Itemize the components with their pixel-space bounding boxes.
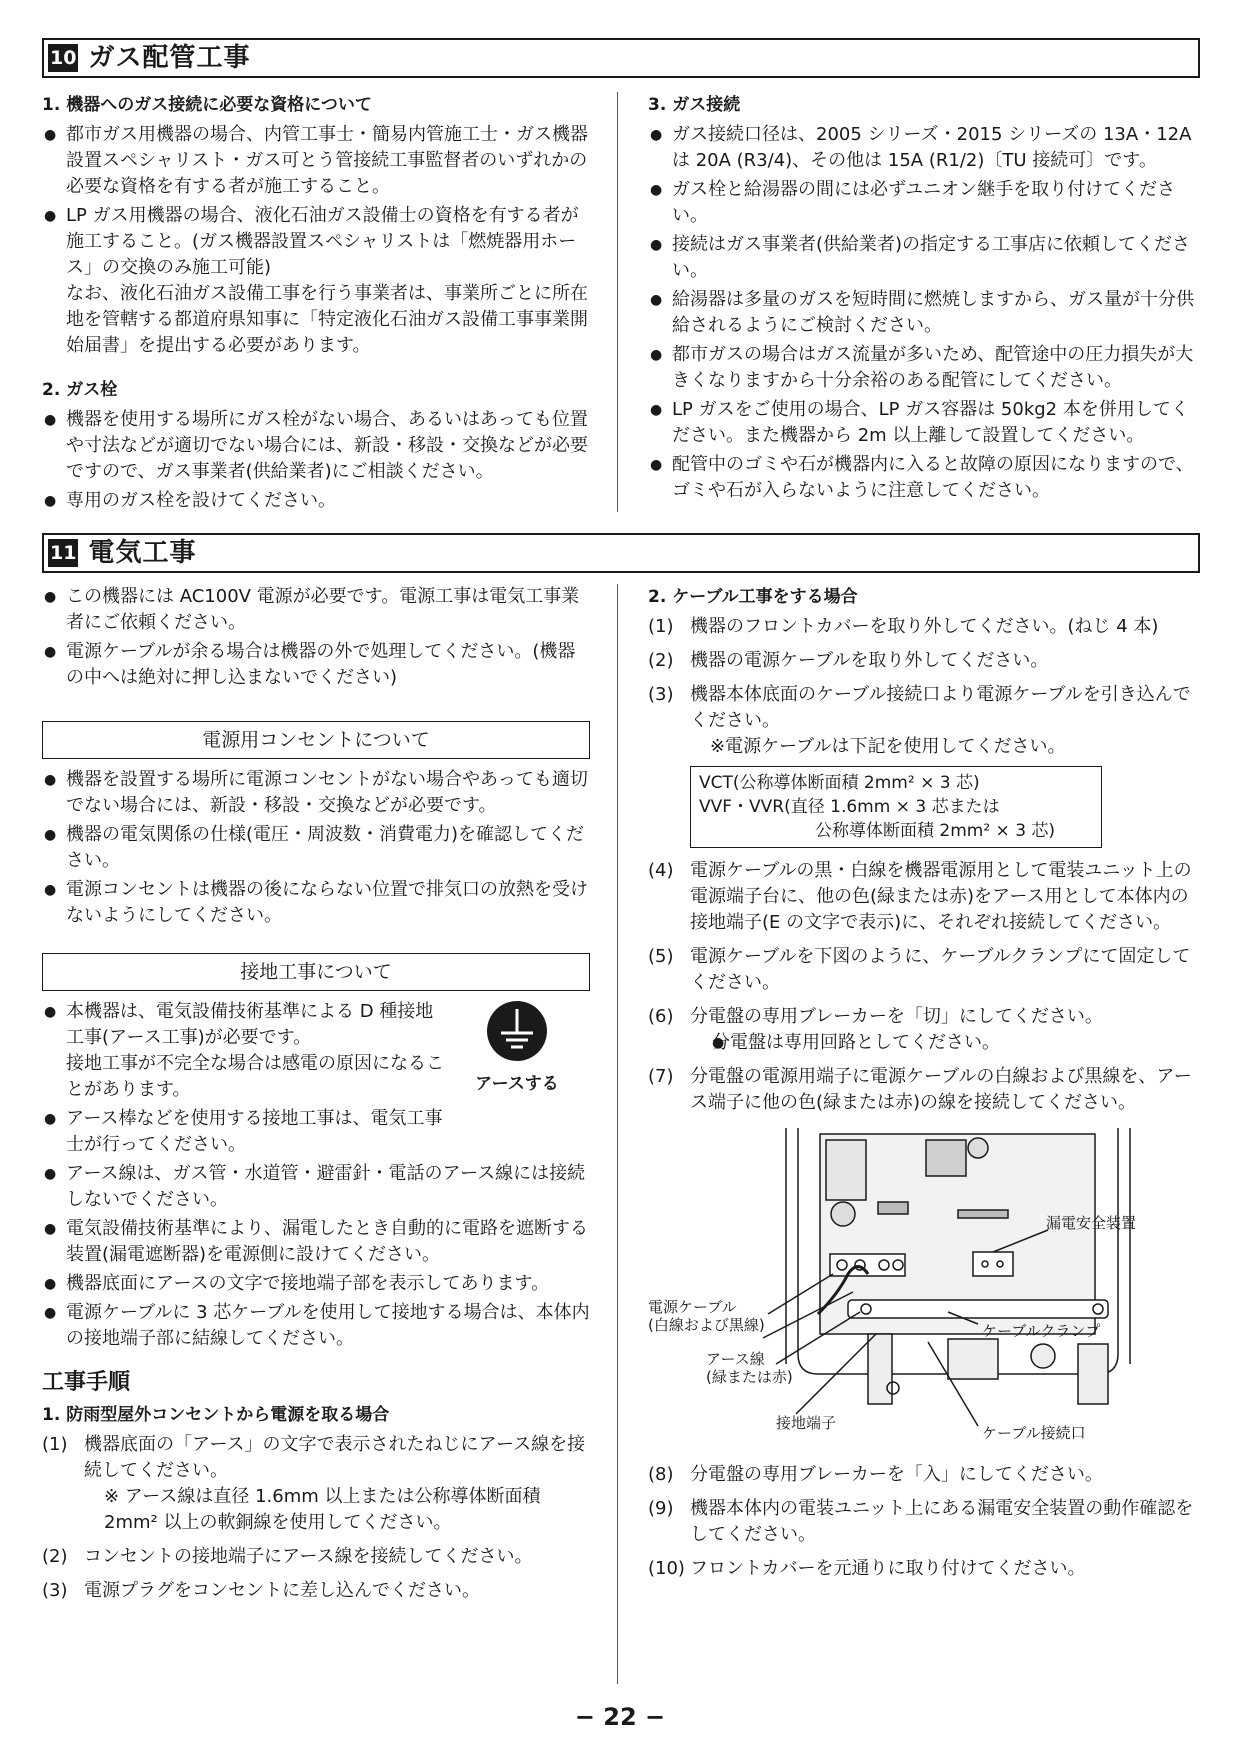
step-number: (5) <box>648 946 674 967</box>
grounding-heading: 接地工事について <box>42 953 590 991</box>
step-number: (2) <box>648 650 674 671</box>
section-title: 電気工事 <box>88 538 197 568</box>
cable-spec-box <box>690 766 1102 848</box>
list-item: ● ガス接続口径は、2005 シリーズ・2015 シリーズの 13A・12A は 20A (R3/4)、その他は 15A (R1/2)〔TU 接続可〕です。 <box>648 122 1200 174</box>
procedure-step <box>648 1064 1200 1116</box>
power-cable-label: 電源ケーブル <box>648 1298 737 1316</box>
procedure-step <box>42 1578 590 1604</box>
list-item: ● 機器を設置する場所に電源コンセントがない場合やあっても適切でない場合には、新設・移設・交換などが必要です。 <box>42 767 590 819</box>
earth-ground-icon <box>485 999 549 1063</box>
ground-note: 接地工事が不完全な場合は感電の原因になることがあります。 <box>66 1053 444 1100</box>
outlet-list <box>42 767 590 929</box>
step-number: (6) <box>648 1006 674 1027</box>
section-number: 11 <box>48 539 78 567</box>
list-item: ● 電源コンセントは機器の後にならない位置で排気口の放熱を受けないようにしてください。 <box>42 877 590 929</box>
page-number: − 22 − <box>574 1703 666 1731</box>
ground-terminal-label: 接地端子 <box>776 1414 837 1432</box>
list-item <box>42 999 446 1103</box>
procedure-step <box>648 648 1200 674</box>
procedure-step <box>648 944 1200 996</box>
cable-spec-line: VVF・VVR(直径 1.6mm × 3 芯または <box>699 797 1000 817</box>
step-text: 分電盤の電源用端子に電源ケーブルの白線および黒線を、アース端子に他の色(緑または赤)の線を接続してください。 <box>690 1066 1192 1113</box>
procedure-step <box>42 1432 590 1536</box>
list-item: ● 電源ケーブルが余る場合は機器の外で処理してください。(機器の中へは絶対に押し込まないでください) <box>42 639 590 691</box>
electric-left-column <box>42 584 590 1612</box>
step-number: (8) <box>648 1464 674 1485</box>
step-number: (3) <box>648 684 674 705</box>
list-item: ● LP ガス用機器の場合、液化石油ガス設備士の資格を有する者が施工すること。(ガス機器設置スペシャリストは「燃焼器用ホース」の交換のみ施工可能) <box>42 203 590 281</box>
earth-label: アースする <box>475 1074 559 1094</box>
step-number: (4) <box>648 860 674 881</box>
ground-item-text: 本機器は、電気設備技術基準による D 種接地工事(アース工事)が必要です。 <box>66 1001 434 1048</box>
step-text: 機器の電源ケーブルを取り外してください。 <box>690 650 1049 671</box>
step-text: 機器本体内の電装ユニット上にある漏電安全装置の動作確認をしてください。 <box>690 1498 1194 1545</box>
step-text: 分電盤の専用ブレーカーを「切」にしてください。 <box>690 1006 1103 1027</box>
column-divider <box>617 92 618 512</box>
step-text: 電源ケーブルを下図のように、ケーブルクランプにて固定してください。 <box>690 946 1191 993</box>
list-item: ● 接続はガス事業者(供給業者)の指定する工事店に依頼してください。 <box>648 232 1200 284</box>
procedure-step <box>648 1004 1200 1056</box>
step-text: 機器本体底面のケーブル接続口より電源ケーブルを引き込んでください。 <box>690 684 1191 731</box>
step-text: 電源ケーブルの黒・白線を機器電源用として電装ユニット上の電源端子台に、他の色(緑または赤)をアース用として本体内の接地端子(E の文字で表示)に、それぞれ接続してください。 <box>690 860 1192 933</box>
list-item: ● アース棒などを使用する接地工事は、電気工事士が行ってください。 <box>42 1106 446 1158</box>
step-number: (10) <box>648 1558 685 1579</box>
procedure-step <box>648 682 1200 760</box>
step-text: フロントカバーを元通りに取り付けてください。 <box>690 1558 1086 1579</box>
step-text: 電源プラグをコンセントに差し込んでください。 <box>84 1580 480 1601</box>
step-number: (9) <box>648 1498 674 1519</box>
list-item: ● LP ガスをご使用の場合、LP ガス容器は 50kg2 本を併用してください。また機器から 2m 以上離して設置してください。 <box>648 397 1200 449</box>
earth-symbol <box>462 999 572 1097</box>
breaker-note: ● 分電盤は専用回路としてください。 <box>690 1030 1200 1056</box>
procedure-step <box>648 1462 1200 1488</box>
gas-connection-list <box>648 122 1200 504</box>
list-item: ● 機器底面にアースの文字で接地端子部を表示してあります。 <box>42 1271 590 1297</box>
list-item: ● 機器を使用する場所にガス栓がない場合、あるいはあっても位置や寸法などが適切でない場合には、新設・移設・交換などが必要ですので、ガス事業者(供給業者)にご相談ください。 <box>42 407 590 485</box>
step-text: コンセントの接地端子にアース線を接続してください。 <box>84 1546 533 1567</box>
gas-valve-heading: 2. ガス栓 <box>42 380 118 400</box>
procedure-heading: 工事手順 <box>42 1370 131 1395</box>
cable-port-label: ケーブル接続口 <box>982 1424 1086 1442</box>
step-number: (1) <box>648 616 674 637</box>
leak-safety-label: 漏電安全装置 <box>1046 1214 1137 1232</box>
power-cable-sublabel: (白線および黒線) <box>648 1316 765 1334</box>
step-number: (7) <box>648 1066 674 1087</box>
step-text: 分電盤の専用ブレーカーを「入」にしてください。 <box>690 1464 1103 1485</box>
outlet-heading: 電源用コンセントについて <box>42 721 590 759</box>
procedure-step <box>42 1544 590 1570</box>
list-item: ● 電源ケーブルに 3 芯ケーブルを使用して接地する場合は、本体内の接地端子部に結線してください。 <box>42 1300 590 1352</box>
gas-valve-list <box>42 407 590 514</box>
electric-intro-list <box>42 584 590 691</box>
list-item: ● アース線は、ガス管・水道管・避雷針・電話のアース線には接続しないでください。 <box>42 1161 590 1213</box>
procedure-2-heading: 2. ケーブル工事をする場合 <box>648 587 858 607</box>
list-item: ● 専用のガス栓を設けてください。 <box>42 488 590 514</box>
qualification-list <box>42 122 590 281</box>
wiring-diagram <box>648 1124 1200 1444</box>
section-number: 10 <box>48 44 78 72</box>
qualification-note: なお、液化石油ガス設備工事を行う事業者は、事業所ごとに所在地を管轄する都道府県知事に「特定液化石油ガス設備工事事業開始届書」を提出する必要があります。 <box>66 283 588 356</box>
gas-left-column <box>42 92 590 524</box>
list-item: ● 給湯器は多量のガスを短時間に燃焼しますから、ガス量が十分供給されるようにご検討ください。 <box>648 287 1200 339</box>
cable-spec-line: VCT(公称導体断面積 2mm² × 3 芯) <box>699 773 980 793</box>
section-title: ガス配管工事 <box>88 43 251 73</box>
gas-connection-heading: 3. ガス接続 <box>648 95 741 115</box>
earth-wire-label: アース線 <box>706 1350 765 1368</box>
cable-note: ※電源ケーブルは下記を使用してください。 <box>710 736 1066 757</box>
step-number: (3) <box>42 1580 68 1601</box>
list-item: ● 機器の電気関係の仕様(電圧・周波数・消費電力)を確認してください。 <box>42 822 590 874</box>
list-item: ● 都市ガスの場合はガス流量が多いため、配管途中の圧力損失が大きくなりますから十分余裕のある配管にしてください。 <box>648 342 1200 394</box>
procedure-step <box>648 1496 1200 1548</box>
step-text: 機器底面の「アース」の文字で表示されたねじにアース線を接続してください。 <box>84 1434 586 1481</box>
list-item: ● 電気設備技術基準により、漏電したとき自動的に電路を遮断する装置(漏電遮断器)を電源側に設けてください。 <box>42 1216 590 1268</box>
step-number: (1) <box>42 1434 68 1455</box>
procedure-step <box>648 1556 1200 1582</box>
cable-spec-line: 公称導体断面積 2mm² × 3 芯) <box>815 821 1056 841</box>
list-item: ● 配管中のゴミや石が機器内に入ると故障の原因になりますので、ゴミや石が入らないように注意してください。 <box>648 452 1200 504</box>
column-divider <box>617 584 618 1684</box>
procedure-step <box>648 614 1200 640</box>
list-item: ● ガス栓と給湯器の間には必ずユニオン継手を取り付けてください。 <box>648 177 1200 229</box>
electric-right-column <box>648 584 1200 1590</box>
gas-right-column <box>648 92 1200 514</box>
section-11-header <box>42 533 1200 573</box>
earth-wire-note: ※ アース線は直径 1.6mm 以上または公称導体断面積 2mm² 以上の軟銅線を使用してください。 <box>104 1486 541 1533</box>
step-text: 機器のフロントカバーを取り外してください。(ねじ 4 本) <box>690 616 1159 637</box>
step-number: (2) <box>42 1546 68 1567</box>
qualification-heading: 1. 機器へのガス接続に必要な資格について <box>42 95 372 115</box>
section-10-header <box>42 38 1200 78</box>
grounding-block <box>42 999 590 1352</box>
cable-clamp-label: ケーブルクランプ <box>982 1322 1101 1340</box>
procedure-step <box>648 858 1200 936</box>
procedure-1-heading: 1. 防雨型屋外コンセントから電源を取る場合 <box>42 1405 390 1425</box>
list-item: ● 都市ガス用機器の場合、内管工事士・簡易内管施工士・ガス機器設置スペシャリスト・ガス可とう管接続工事監督者のいずれかの必要な資格を有する者が施工すること。 <box>42 122 590 200</box>
earth-wire-sublabel: (緑または赤) <box>706 1368 793 1386</box>
list-item: ● この機器には AC100V 電源が必要です。電源工事は電気工事業者にご依頼ください。 <box>42 584 590 636</box>
